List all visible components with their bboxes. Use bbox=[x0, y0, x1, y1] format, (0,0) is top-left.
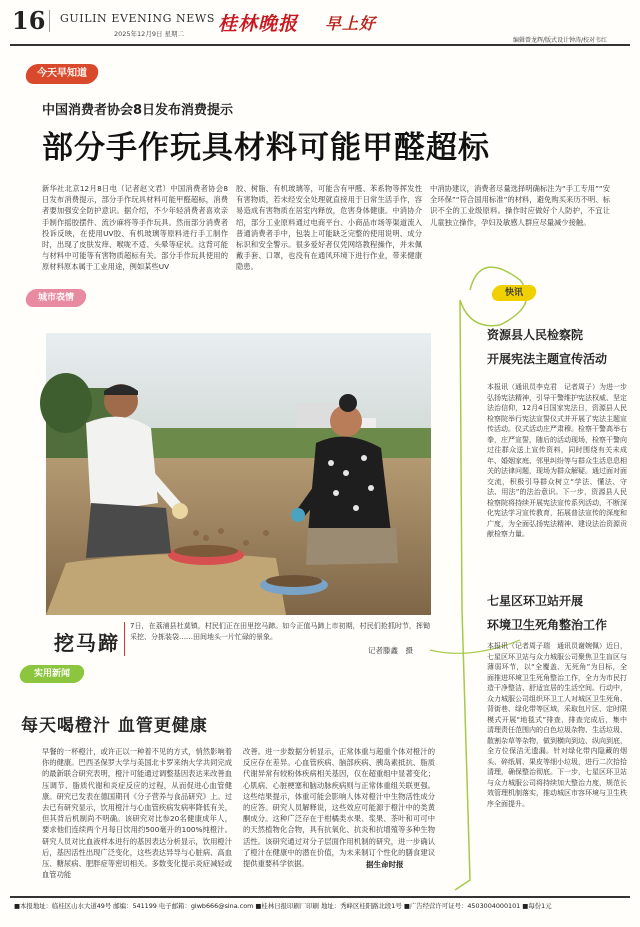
footer-license: ■广告经营许可证号：4503004000101 bbox=[403, 902, 521, 910]
page-number: 16 bbox=[12, 6, 46, 35]
caption-divider bbox=[124, 622, 125, 656]
today-tag-label: 今天早知道 bbox=[37, 68, 87, 79]
editors-line: 编辑曾龙辉/版式设计钟涛/校对韦红 bbox=[513, 37, 608, 44]
brief-tag bbox=[490, 285, 537, 301]
paper-name-en: GUILIN EVENING NEWS bbox=[60, 12, 215, 25]
footer bbox=[14, 901, 630, 913]
footer-printer-address: 地址：秀峰区桂阳路北段1号 bbox=[321, 902, 402, 910]
news-photo bbox=[46, 333, 431, 615]
today-col-3: 中消协建议，消费者尽量选择明确标注为“手工专用”“安全环保”“符合国用标准”的材料，避免购买来历不明、标识不全的工业级原料。操作时应做好个人防护，不宜让儿童独立操作，孕妇及敏感人群应尽量减少接触。 bbox=[430, 184, 610, 227]
footer-printer: ■桂林日报印刷厂印刷 bbox=[255, 902, 319, 910]
today-headline: 部分手作玩具材料可能甲醛超标 bbox=[42, 130, 490, 166]
photo-title: 挖马蹄 bbox=[54, 631, 120, 655]
footer-price: ■每份1元 bbox=[522, 902, 552, 910]
brief-b-body: 本报讯（记者周子瑞 通讯员谢婉佩）近日，七星区环卫站与众力城服公司聚焦卫生盲区与薄弱环节，以“全覆盖、无死角”为目标，全面推进环境卫生死角整治工作，全力为市民打造干净整洁、舒适宜居的生活空间。行动中，众力城服公司组织环卫工人对城区卫生死角、背街巷、绿化带等区域，采取包片区、定时限模式开展“地毯式”排查，排查完成后，集中清理责任范围内的白色垃圾杂物、生活垃圾、散割杂草等杂物，做到横向到边、纵向到底，全方位保洁无遗漏。针对绿化带内隐藏的烟头、碎纸屑、果皮等细小垃圾，进行二次拾拾清理，确保整治彻底。下一步，七星区环卫站与众力城服公司将持续加大整治力度，规范长效管理机制落实，推动城区市容环境与卫生秩序全面提升。 bbox=[487, 642, 627, 808]
brief-b-title-1: 七星区环卫站开展 bbox=[487, 594, 584, 608]
masthead bbox=[0, 0, 640, 44]
footer-zip: 邮编：541199 bbox=[113, 902, 157, 910]
today-kicker: 中国消费者协会8日发布消费提示 bbox=[42, 103, 234, 118]
news-credit: 据生命时报 bbox=[366, 860, 404, 869]
news-col-1: 早餐的一杯橙汁，或许正以一种着不见的方式，悄然影响着你的健康。巴西圣保罗大学与美国北卡罗来纳大学共同完成的最新联合研究表明，橙汁可能通过调整基因表达来改善血压调节、脂质代谢和炎症反应的过程，从而促进心血管健康。研究已发表在德国期刊《分子营养与食品研究》上。过去已有研究显示，饮用橙汁与心血管疾病发病率降低有关，但其背后机制尚不明确。该研究对比参20名健康成年人，要求他们连续两个月每日饮用约500毫升的100%纯橙汁。研究人员对比血液样本进行的基因表达分析显示，饮用橙汁后，基因活性出现广泛变化，这些表达异导与心脏病、高血压、糖尿病、肥胖症等密切相关。多数变化提示炎症减轻或血管功能 bbox=[42, 747, 232, 880]
date-line: 2025年12月9日 星期二 bbox=[114, 30, 185, 38]
photo-credit: 记者滕鑫 摄 bbox=[368, 646, 413, 655]
brief-a-title-2: 开展宪法主题宣传活动 bbox=[487, 352, 608, 366]
news-tag bbox=[18, 665, 86, 683]
masthead-divider bbox=[49, 10, 50, 32]
news-col-2: 改善。进一步数据分析显示，正常体重与超重个体对橙汁的反应存在差异。心血管疾病、脑部疾病、胰岛素抵抗、脂质代谢异常有较粉体疾病相关基因，仅在超重组中显著变化；心肌病、心脏梗塞和脑动脉疾病则与正常体重组关联更强。这些结果提示，体重可能会影响人体对橙汁中生物活性成分的应答。研究人员解释说，这些效应可能源于橙汁中的类黄酮成分。这种广泛存在于柑橘类水果、浆果、茶叶和可可中的天然植物化合物，具有抗氧化、抗炎和抗增殖等多种生物活性。该研究通过对分子层面作用机制的研究，进一步确认了橙汁在健康中的潜在价值，为未来制订个性化的膳食建议提供重要科学依据。 bbox=[243, 747, 435, 869]
footer-address: ■本报地址：临桂区山水大道49号 bbox=[14, 902, 112, 910]
news-tag-label: 实用新闻 bbox=[33, 669, 70, 679]
today-col-2: 胶、树脂、有机玻璃等，可能含有甲醛、苯系物等挥发性有害物质，若未经安全处理就直接用于日常生活手作，容易造成有害物质在居室内释放，危害身体健康。中消协介绍，部分工业原料通过电商平台、小商品市场等渠道流入普通消费者手中，包装上可能缺乏完整的使用说明、成分标识和安全警示。很多爱好者仅凭网络教程操作，并未佩戴手套、口罩，也没有在通风环境下进行作业，带来健康隐患。 bbox=[236, 184, 422, 272]
today-col-1: 新华社北京12月8日电（记者赵文君）中国消费者协会8日发布消费提示，部分手作玩具材料可能甲醛超标，消费者要加强安全防护意识。据介绍，不少年轻消费者喜欢亲手制作摇胶摆件、流沙麻将等手作玩具。然而部分消费者投诉反映，在使用UV胶、有机玻璃等原料进行手工制作时，出现了皮肤发痒、喉咙不适、头晕等症状。这背可能与材料中可能等有害物质超标有关。部分手作玩具使用的原材料原本属于工业用途，例如某些UV bbox=[42, 184, 228, 272]
today-tag bbox=[24, 64, 100, 84]
paper-name-cn: 桂林晚报 bbox=[218, 13, 299, 35]
photo-illustration bbox=[46, 333, 431, 615]
brief-b-title-2: 环境卫生死角整治工作 bbox=[487, 618, 608, 632]
photo-caption: 7日，在荔浦县杜莫镇，村民们正在田里挖马蹄。如今正值马蹄上市初期，村民们抢抓时节，挥锄采挖、分拣装袋……田间地头一片忙碌的景象。 bbox=[130, 622, 430, 641]
brief-a-title-1: 资源县人民检察院 bbox=[487, 328, 584, 342]
bottom-rule bbox=[10, 896, 630, 898]
section-name: 早上好 bbox=[325, 14, 377, 33]
city-tag bbox=[24, 289, 88, 307]
news-headline: 每天喝橙汁 血管更健康 bbox=[21, 716, 208, 736]
footer-email: 电子邮箱：glwb666@sina.com bbox=[158, 902, 254, 910]
top-rule bbox=[10, 44, 630, 46]
brief-tag-label: 快讯 bbox=[504, 288, 523, 298]
brief-a-body: 本报讯（通讯员李克君 记者周子）为进一步弘扬宪法精神，引导干警维护宪法权威、坚定法治信仰，12月4日国家宪法日，资源县人民检察院举行宪法宣誓仪式并开展了宪法主题宣传活动。仪式活动庄严肃穆。检察干警高举右拳，庄严宣誓，随后的活动现场，检察干警向过往群众送上宣传资料，同时围绕有关未成年、婚姻家庭、邻里纠纷等与群众生活息息相关的法律问题，现场为群众解疑。通过面对面交流，积极引导群众树立“学法、懂法、守法、用法”的法治意识。下一步，资源县人民检察院将持续开展宪法宣传系列活动，不断深化宪法学习宣传教育，拓展普法宣传的深度和广度，为全面弘扬宪法精神、建设法治资源贡献检察力量。 bbox=[487, 383, 627, 538]
city-tag-label: 城市表情 bbox=[37, 293, 74, 303]
